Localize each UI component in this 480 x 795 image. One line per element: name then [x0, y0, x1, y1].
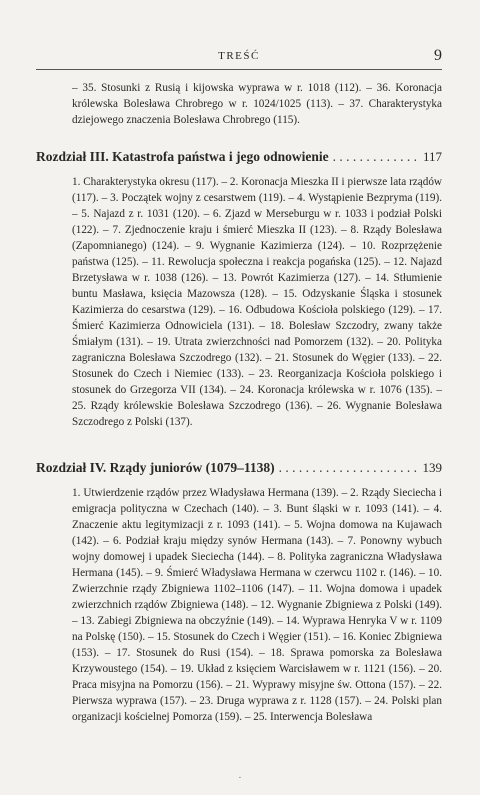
- chapter-heading: [36, 149, 442, 165]
- chapter-heading: [36, 460, 442, 476]
- toc-paragraph: 1. Utwierdzenie rządów przez Władysława Hermana (139). – 2. Rządy Sieciecha i emigracja polityczna w Czechach (140). – 3. Bunt śląski w r. 1093 (141). – 4. Znaczenie aktu legitymizacji z r. 1093 (141). – 5. Wojna domowa na Kujawach (142). – 6. Podział kraju między synów Hermana (143). – 7. Ponowny wybuch wojny domowej i upadek Sieciecha (144). – 8. Polityka zagraniczna Władysława Hermana (145). – 9. Śmierć Władysława Hermana w czerwcu 1102 r. (146). – 10. Zwierzchnie rządy Zbigniewa 1102–1106 (147). – 11. Wojna domowa i upadek zwierzchnich rządów Zbigniewa (148). – 12. Wygnanie Zbigniewa z Polski (149). – 13. Zabiegi Zbigniewa na obczyźnie (149). – 14. Wyprawa Henryka V w r. 1109 na Polskę (150). – 15. Stosunek do Czech i Węgier (151). – 16. Koniec Zbigniewa (153). – 17. Stosunek do Rusi (154). – 18. Sprawa pomorska za Bolesława Krzywoustego (154). – 19. Układ z księciem Warcisławem w r. 1121 (156). – 20. Praca misyjna na Pomorzu (156). – 21. Wyprawy misyjne św. Ottona (157). – 22. Pierwsza wyprawa (157). – 23. Druga wyprawa z r. 1128 (157). – 24. Polski plan organizacji kościelnej Pomorza (159). – 25. Interwencja Bolesława: [72, 487, 442, 723]
- toc-chapter-3: [36, 149, 442, 430]
- chapter-page: 139: [422, 460, 442, 475]
- footer-mark: ·: [238, 772, 242, 784]
- dot-leader: [279, 460, 419, 476]
- chapter-title: Rozdział III. Katastrofa państwa i jego odnowienie: [36, 149, 329, 164]
- toc-paragraph: – 35. Stosunki z Rusią i kijowska wyprawa w r. 1018 (112). – 36. Koronacja królewska Bolesława Chrobrego w r. 1024/1025 (113). – 37. Charakterystyka dziejowego znaczenia Bolesława Chrobrego (115).: [72, 82, 442, 126]
- running-head: [36, 47, 442, 70]
- chapter-page: 117: [422, 149, 442, 164]
- toc-chapter-4: [36, 460, 442, 725]
- toc-continuation: [36, 80, 442, 128]
- chapter-title: Rozdział IV. Rządy juniorów (1079–1138): [36, 460, 275, 475]
- toc-paragraph: 1. Charakterystyka okresu (117). – 2. Koronacja Mieszka II i pierwsze lata rządów (117). – 3. Początek wojny z cesarstwem (119). – 4. Wystąpienie Bezpryma (119). – 5. Najazd z r. 1031 (120). – 6. Zjazd w Merseburgu w r. 1033 i podział Polski (122). – 7. Zjednoczenie kraju i śmierć Mieszka II (123). – 8. Rządy Bolesława (Zapomnianego) (124). – 9. Wygnanie Kazimierza (124). – 10. Rozprzężenie państwa (125). – 11. Rewolucja społeczna i reakcja pogańska (125). – 12. Najazd Brzetysława w r. 1038 (126). – 13. Powrót Kazimierza (127). – 14. Stłumienie buntu Masława, księcia Mazowsza (128). – 15. Odzyskanie Śląska i stosunek Kazimierza do cesarstwa (129). – 16. Odbudowa Kościoła polskiego (129). – 17. Śmierć Kazimierza Odnowiciela (131). – 18. Bolesław Szczodry, zwany także Śmiałym (131). – 19. Utrata zwierzchności nad Pomorzem (132). – 20. Polityka zagraniczna Bolesława Szczodrego (132). – 21. Stosunek do Węgier (133). – 22. Stosunek do Czech i Niemiec (133). – 23. Reorganizacja Kościoła polskiego i stosunek do Grzegorza VII (134). – 24. Koronacja królewska w r. 1076 (135). – 25. Rządy królewskie Bolesława Szczodrego (136). – 26. Wygnanie Bolesława Szczodrego z Polski (137).: [72, 176, 442, 428]
- running-head-title: TREŚĆ: [218, 50, 260, 62]
- dot-leader: [333, 149, 419, 165]
- page-number: 9: [434, 47, 442, 64]
